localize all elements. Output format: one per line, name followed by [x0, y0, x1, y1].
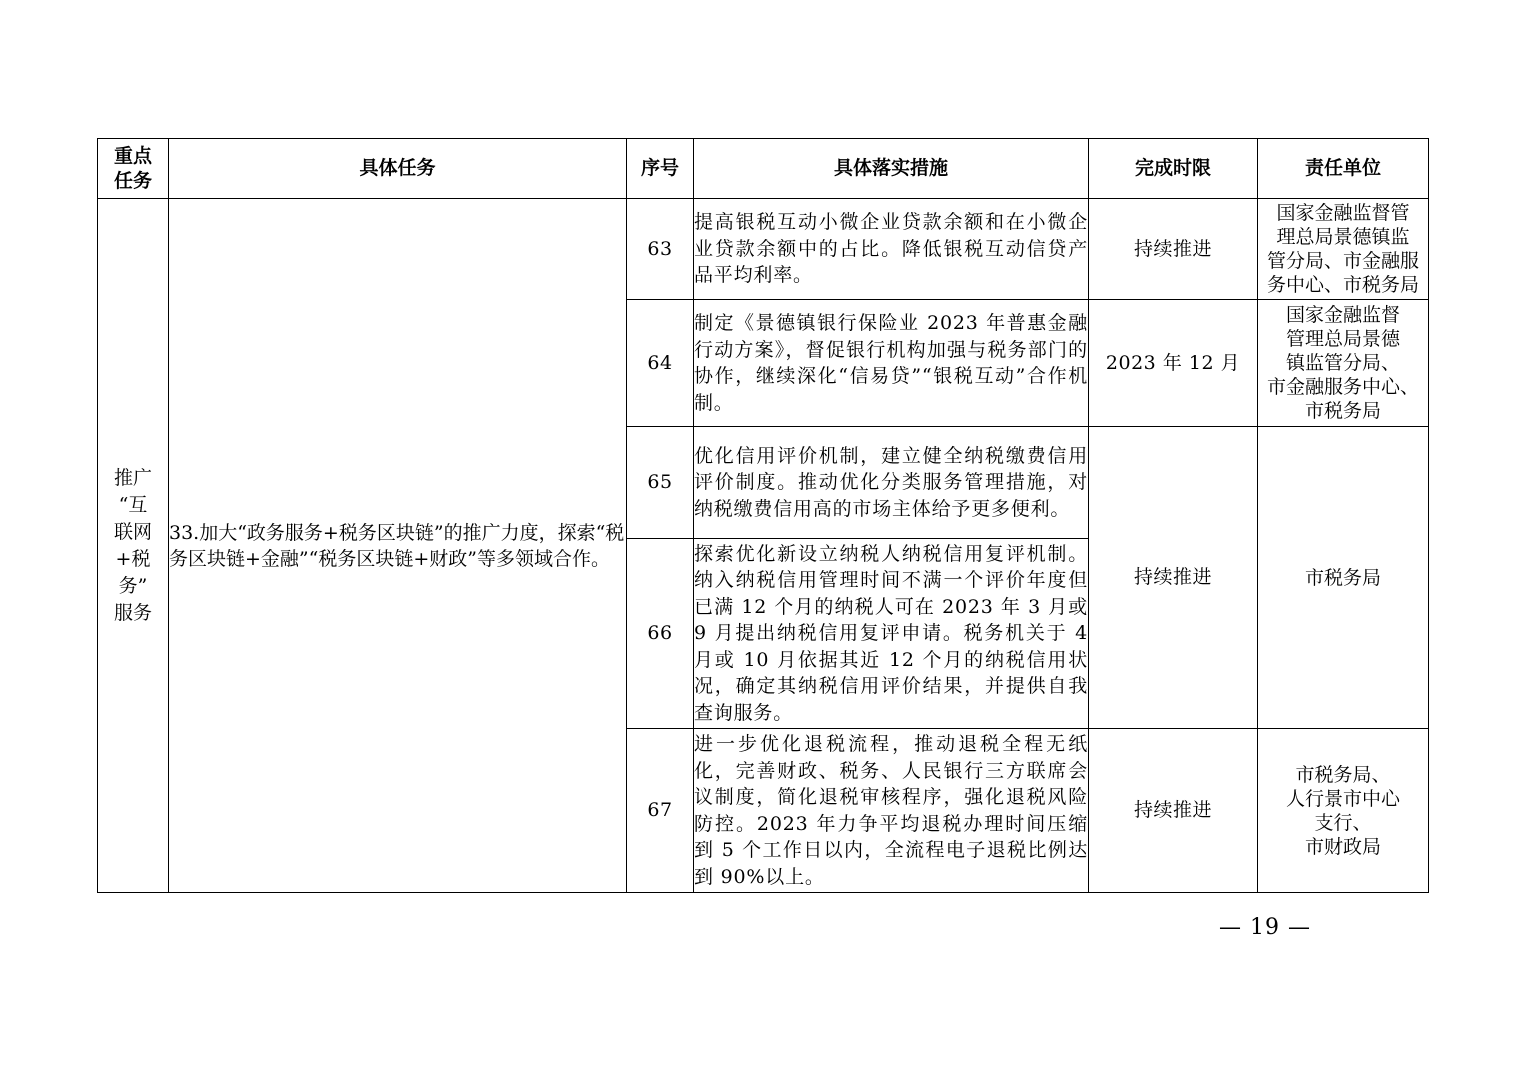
table-row [98, 199, 1429, 300]
seq-cell: 66 [627, 539, 694, 729]
unit-cell: 国家金融监督 管理总局景德 镇监管分局、 市金融服务中心、 市税务局 [1258, 300, 1429, 427]
header-task: 具体任务 [169, 139, 627, 199]
header-unit: 责任单位 [1258, 139, 1429, 199]
measure-cell: 提高银税互动小微企业贷款余额和在小微企业贷款余额中的占比。降低银税互动信贷产品平均利率。 [694, 199, 1089, 300]
deadline-cell: 持续推进 [1089, 729, 1258, 893]
seq-cell: 65 [627, 427, 694, 539]
measure-cell: 探索优化新设立纳税人纳税信用复评机制。纳入纳税信用管理时间不满一个评价年度但已满 12 个月的纳税人可在 2023 年 3 月或 9 月提出纳税信用复评申请。税务机关于 4 月或 10 月依据其近 12 个月的纳税信用状况，确定其纳税信用评价结果，并提供自我查询服务。 [694, 539, 1089, 729]
table-header-row [98, 139, 1429, 199]
page-number: — 19 — [1219, 915, 1311, 940]
header-key-task: 重点 任务 [98, 139, 169, 199]
header-deadline: 完成时限 [1089, 139, 1258, 199]
measure-cell: 进一步优化退税流程，推动退税全程无纸化，完善财政、税务、人民银行三方联席会议制度，简化退税审核程序，强化退税风险防控。2023 年力争平均退税办理时间压缩到 5 个工作日以内，全流程电子退税比例达到 90%以上。 [694, 729, 1089, 893]
measure-cell: 制定《景德镇银行保险业 2023 年普惠金融行动方案》，督促银行机构加强与税务部门的协作，继续深化“信易贷”“银税互动”合作机制。 [694, 300, 1089, 427]
deadline-cell: 持续推进 [1089, 199, 1258, 300]
unit-cell: 市税务局 [1258, 427, 1429, 729]
unit-cell: 国家金融监督管 理总局景德镇监 管分局、市金融服 务中心、市税务局 [1258, 199, 1429, 300]
header-measure: 具体落实措施 [694, 139, 1089, 199]
measures-table [97, 138, 1429, 893]
seq-cell: 64 [627, 300, 694, 427]
deadline-cell: 2023 年 12 月 [1089, 300, 1258, 427]
seq-cell: 63 [627, 199, 694, 300]
unit-cell: 市税务局、 人行景市中心 支行、 市财政局 [1258, 729, 1429, 893]
header-seq: 序号 [627, 139, 694, 199]
task-cell: 33.加大“政务服务+税务区块链”的推广力度，探索“税务区块链+金融”“税务区块链+财政”等多领域合作。 [169, 199, 627, 893]
key-task-cell: 推广 “互 联网 +税 务” 服务 [98, 199, 169, 893]
seq-cell: 67 [627, 729, 694, 893]
deadline-cell: 持续推进 [1089, 427, 1258, 729]
measure-cell: 优化信用评价机制，建立健全纳税缴费信用评价制度。推动优化分类服务管理措施，对纳税缴费信用高的市场主体给予更多便利。 [694, 427, 1089, 539]
